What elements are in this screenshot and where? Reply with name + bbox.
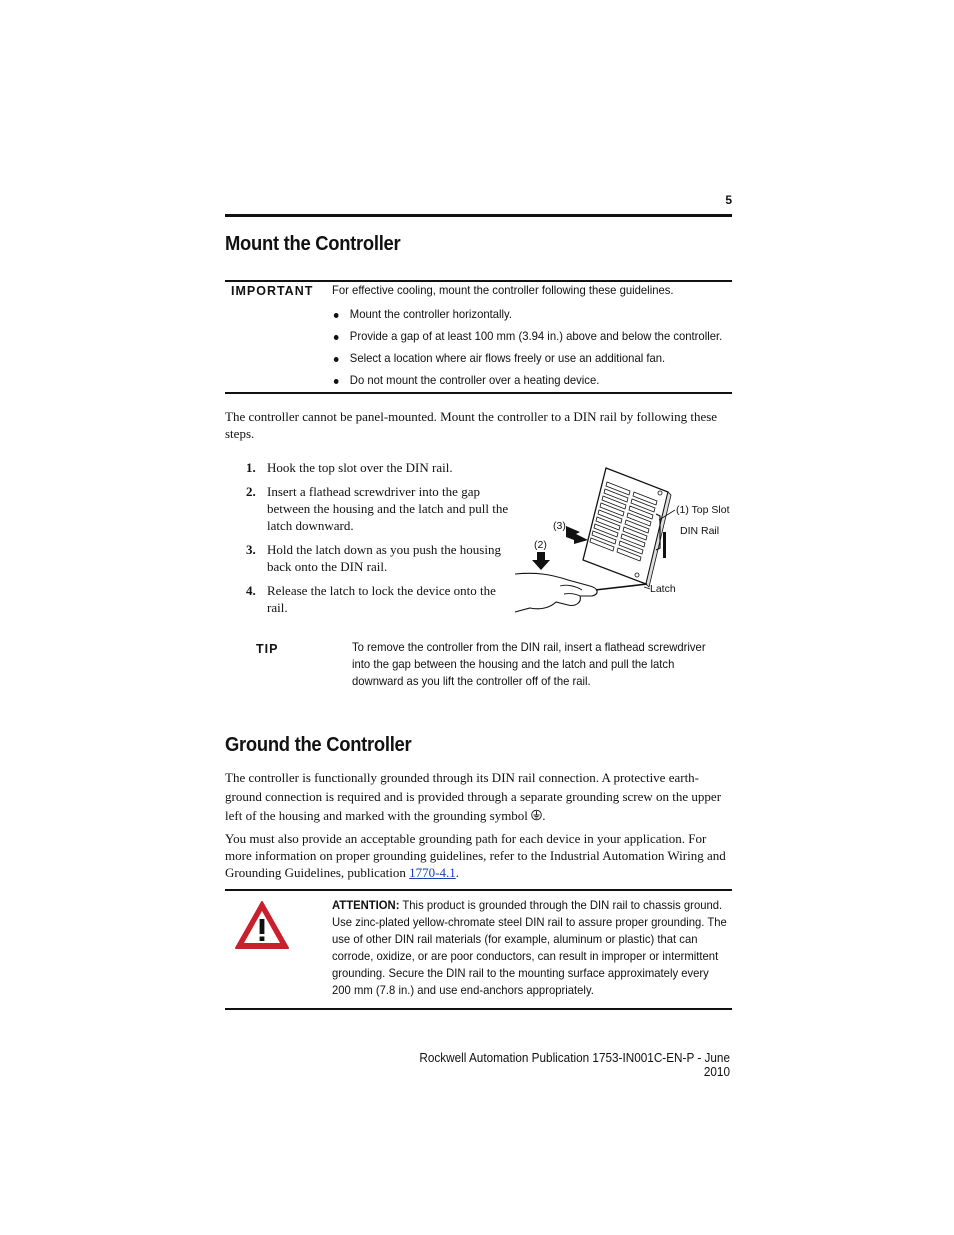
step-text: Release the latch to lock the device onto the rail. [267,583,496,615]
ground-paragraph-1-text: The controller is functionally grounded through its DIN rail connection. A protective earth-ground connection is required and is provided through a separate grounding screw on the upper left of the housing and marked with the grounding symbol [225,770,722,823]
important-item: Provide a gap of at least 100 mm (3.94 in.) above and below the controller. [331,328,726,350]
step-item [225,483,510,534]
important-item: Mount the controller horizontally. [331,306,726,328]
step-text: Hold the latch down as you push the housing back onto the DIN rail. [267,542,501,574]
attention-bottom-rule [225,1008,732,1010]
step-item [225,582,510,616]
ground-paragraph-1-end: . [542,808,546,823]
important-item: Select a location where air flows freely or use an additional fan. [331,350,726,372]
important-label: IMPORTANT [231,284,314,298]
ground-paragraph-1 [225,768,732,825]
step-number: 1. [246,460,256,475]
mount-steps [225,459,510,623]
din-rail-label: DIN Rail [680,525,720,537]
top-slot-label: (1) Top Slot [676,504,730,516]
step-item [225,541,510,575]
mount-intro: The controller cannot be panel-mounted. Mount the controller to a DIN rail by following these steps. [225,409,718,441]
publication-link[interactable]: 1770-4.1 [409,865,456,880]
step-text: Hook the top slot over the DIN rail. [267,460,453,475]
important-list [331,306,726,394]
tip-text: To remove the controller from the DIN rail, insert a flathead screwdriver into the gap between the housing and the latch and pull the latch downward as you lift the controller off of the rail. [352,640,706,688]
attention-label: ATTENTION: [332,898,400,912]
important-intro: For effective cooling, mount the controller following these guidelines. [332,283,674,297]
latch-label: Latch [650,583,676,595]
ground-paragraph-2-text: You must also provide an acceptable grounding path for each device in your application. For more information on proper grounding guidelines, refer to the Industrial Automation Wiring and Grounding Guidelines, publication [225,831,726,880]
step-3-label: (3) [553,520,566,532]
step-2-label: (2) [534,539,547,551]
page-number: 5 [725,193,732,207]
mount-heading: Mount the Controller [225,233,401,255]
header-rule [225,214,732,217]
attention-top-rule [225,889,732,891]
tip-label: TIP [256,642,279,656]
warning-triangle-icon [234,899,290,951]
ground-paragraph-2-end: . [455,865,459,880]
din-rail-mounting-figure [510,462,735,622]
important-bottom-rule [225,392,732,394]
step-text: Insert a flathead screwdriver into the gap between the housing and the latch and pull the latch downward. [267,484,509,533]
step-number: 4. [246,583,256,598]
attention-text-block [332,897,727,999]
grounding-symbol-icon [531,809,542,821]
step-number: 2. [246,484,256,499]
warning-icon [234,899,290,956]
step-number: 3. [246,542,256,557]
ground-heading: Ground the Controller [225,734,412,756]
step-item [225,459,510,476]
attention-text: This product is grounded through the DIN rail to chassis ground. Use zinc-plated yellow-chromate steel DIN rail to assure proper grounding. The use of other DIN rail materials (for example, aluminum or plastic) that can corrode, oxidize, or are poor conductors, can result in improper or intermittent grounding. Secure the DIN rail to the mounting surface approximately every 200 mm (7.8 in.) and use end-anchors appropriately. [332,898,727,997]
important-item: Do not mount the controller over a heating device. [331,372,726,394]
publication-footer: Rockwell Automation Publication 1753-IN001C-EN-P - June 2010 [419,1051,730,1079]
ground-paragraph-2 [225,830,732,881]
